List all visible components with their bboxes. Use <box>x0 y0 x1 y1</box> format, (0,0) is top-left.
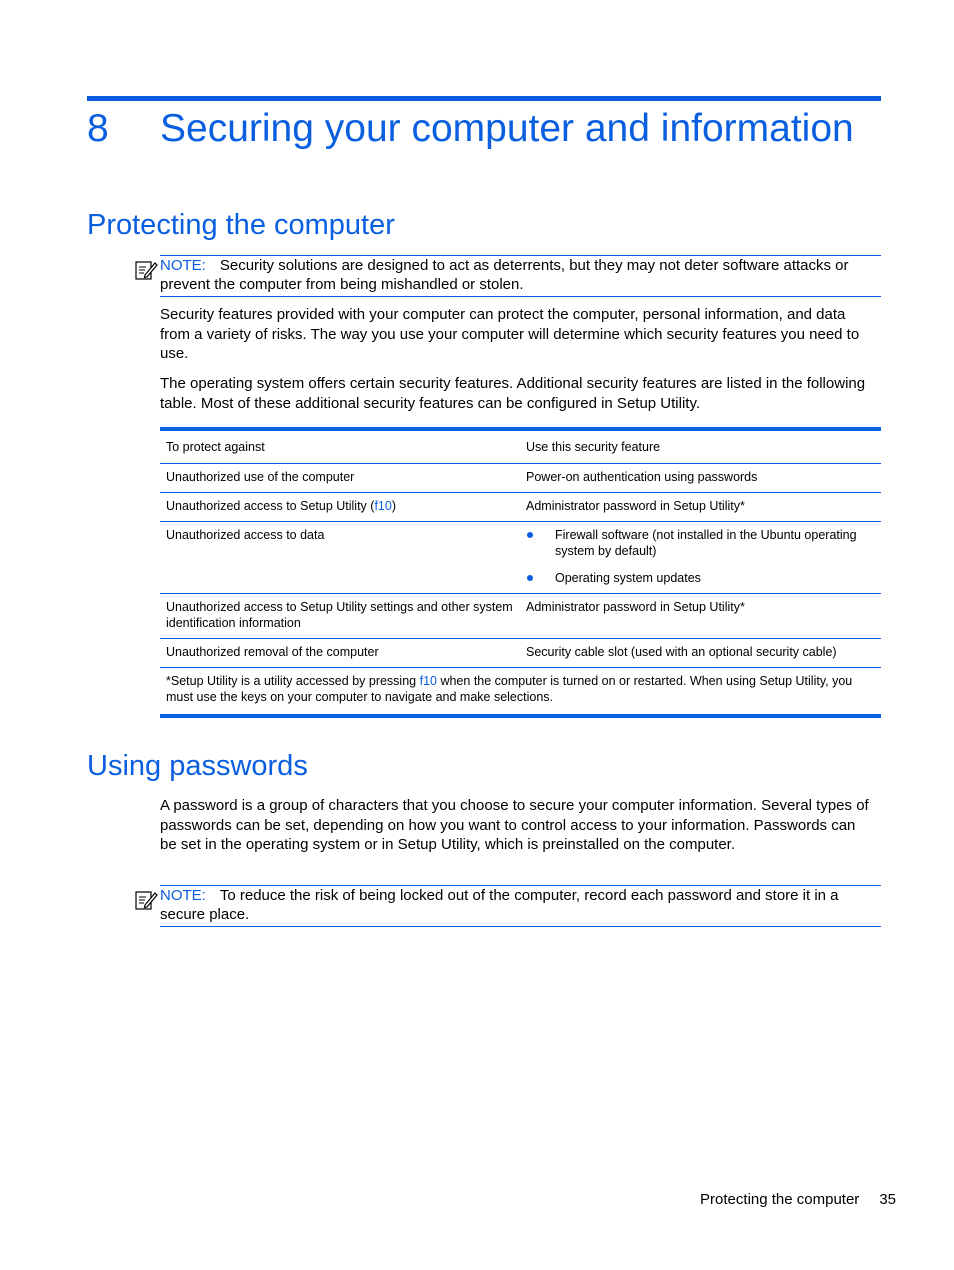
section-heading-protecting: Protecting the computer <box>87 209 395 241</box>
list-item-text: Operating system updates <box>555 571 701 585</box>
chapter-number: 8 <box>87 107 109 150</box>
chapter-heading <box>87 104 854 154</box>
section-heading-passwords: Using passwords <box>87 750 308 782</box>
table-header-row <box>160 429 881 464</box>
cell-against: Unauthorized access to data <box>160 522 520 594</box>
note-text: To reduce the risk of being locked out of the computer, record each password and store it in a secure place. <box>160 887 839 923</box>
paragraph-passwords: A password is a group of characters that you choose to secure your computer information. Several types of passwords can be set, depending on how you want to control access to your information. Passwords can be set in the operating system or in Setup Utility, which is preinstalled on the computer. <box>160 797 869 853</box>
list-item-text: Firewall software (not installed in the Ubuntu operating system by default) <box>555 528 857 558</box>
paragraph-os-features: The operating system offers certain security features. Additional security features are listed in the following table. Most of these additional security features can be configured in Setup Utility. <box>160 375 866 412</box>
column-header-against: To protect against <box>160 429 520 464</box>
key-f10: f10 <box>374 499 392 513</box>
cell-against: Unauthorized access to Setup Utility settings and other system identification information <box>160 594 520 639</box>
paragraph-security-features: Security features provided with your computer can protect the computer, personal information, and data from a variety of risks. The way you use your computer will determine which security features you need to use. <box>160 306 860 362</box>
cell-against: Unauthorized use of the computer <box>160 464 520 493</box>
note-label: NOTE: <box>160 257 206 274</box>
note-passwords <box>160 885 881 927</box>
cell-text: Unauthorized access to Setup Utility ( <box>166 499 375 513</box>
footnote-text: when the computer is turned on or restarted. When using Setup Utility, you must use the keys on your computer to navigate and make selections. <box>166 674 853 704</box>
note-security <box>160 255 881 297</box>
table-row <box>160 594 881 639</box>
table-row <box>160 493 881 522</box>
chapter-top-rule <box>87 96 881 101</box>
cell-feature <box>520 522 881 594</box>
cell-feature: Power-on authentication using passwords <box>520 464 881 493</box>
note-pencil-icon <box>134 888 158 912</box>
table-row <box>160 464 881 493</box>
footnote-text: *Setup Utility is a utility accessed by pressing <box>166 674 420 688</box>
cell-feature: Security cable slot (used with an optional security cable) <box>520 639 881 668</box>
table-row <box>160 639 881 668</box>
column-header-feature: Use this security feature <box>520 429 881 464</box>
cell-against <box>160 493 520 522</box>
key-f10: f10 <box>419 674 437 688</box>
list-item <box>526 570 875 586</box>
footer-section: Protecting the computer <box>700 1191 860 1208</box>
cell-text: ) <box>391 499 396 513</box>
cell-against: Unauthorized removal of the computer <box>160 639 520 668</box>
cell-feature: Administrator password in Setup Utility* <box>520 493 881 522</box>
security-table <box>160 427 881 718</box>
chapter-title: Securing your computer and information <box>160 107 854 150</box>
feature-bullet-list <box>526 527 875 586</box>
page-number: 35 <box>879 1191 896 1208</box>
note-label: NOTE: <box>160 887 206 904</box>
list-item <box>526 527 875 559</box>
cell-feature: Administrator password in Setup Utility* <box>520 594 881 639</box>
bullet-icon <box>527 575 533 581</box>
note-pencil-icon <box>134 258 158 282</box>
note-text: Security solutions are designed to act as deterrents, but they may not deter software attacks or prevent the computer from being mishandled or stolen. <box>160 257 849 293</box>
table-footnote <box>160 668 881 717</box>
table-row <box>160 522 881 594</box>
bullet-icon <box>527 532 533 538</box>
table-footnote-row <box>160 668 881 717</box>
page-footer <box>700 1190 896 1210</box>
